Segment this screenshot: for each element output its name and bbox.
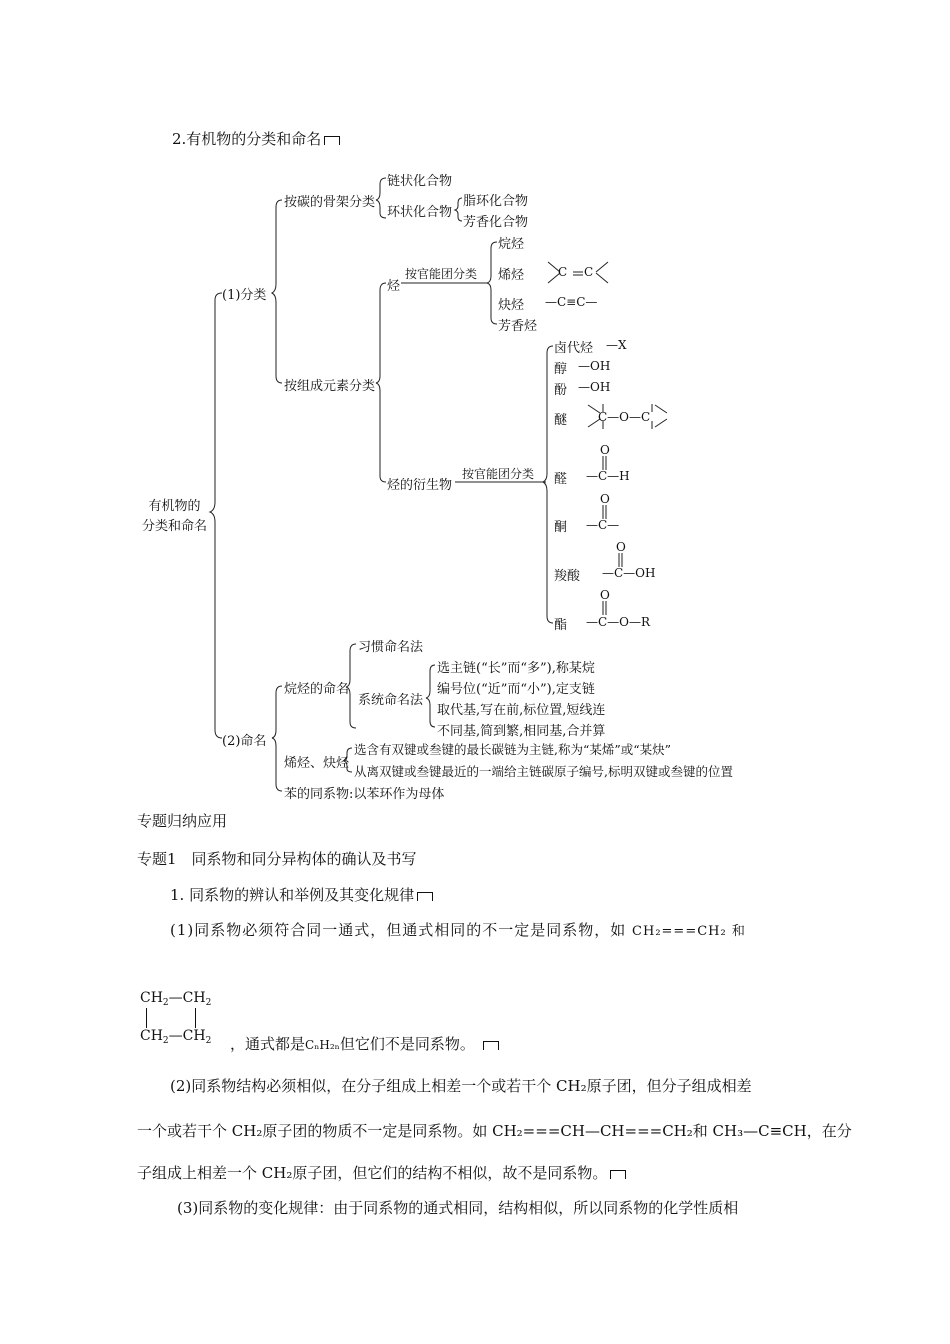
alcohol-label: 醇: [554, 362, 568, 377]
ester-label: 酯: [554, 618, 568, 633]
ketone-label: 酮: [554, 520, 568, 535]
paragraph-2-line-1: (2)同系物结构必须相似，在分子组成上相差一个或若干个 CH₂原子团，但分子组成相差: [170, 1077, 752, 1095]
alkyne-structure: —C≡C—: [545, 295, 598, 309]
rule-4: 不同基,简到繁,相同基,合并算: [437, 724, 606, 739]
group-label-1: 按官能团分类: [405, 267, 478, 281]
ester-structure: —C—O—R: [586, 615, 651, 629]
ene-rule-2: 从离双键或叁键最近的一端给主链碳原子编号,标明双键或叁键的位置: [354, 764, 733, 779]
arene-label: 芳香烃: [498, 319, 538, 334]
group-label-2: 按官能团分类: [462, 467, 535, 481]
naming-label: (2)命名: [222, 734, 267, 749]
acid-label: 羧酸: [554, 569, 581, 584]
classify-label: (1)分类: [222, 288, 267, 303]
hydrocarbon-label: 烃: [387, 279, 401, 294]
halo-label: 卤代烃: [554, 341, 594, 356]
alicyclic-label: 脂环化合物: [463, 194, 529, 209]
skeleton-label: 按碳的骨架分类: [284, 195, 376, 210]
chain-label: 链状化合物: [387, 174, 453, 189]
cyclobutane-structure: $CH_2—CH_2$ $CH_2—CH_2$: [140, 990, 212, 1046]
element-label: 按组成元素分类: [284, 379, 376, 394]
paragraph-3: (3)同系物的变化规律：由于同系物的通式相同，结构相似，所以同系物的化学性质相: [177, 1199, 739, 1217]
return-mark-icon: [610, 1170, 626, 1179]
alkene-c2: C: [584, 265, 594, 279]
alkene-c1: C: [558, 265, 568, 279]
phenol-group: —OH: [578, 380, 611, 394]
common-naming-label: 习惯命名法: [358, 640, 424, 655]
subtopic-title: 1. 同系物的辨认和举例及其变化规律: [170, 884, 433, 905]
ether-label: 醚: [554, 413, 568, 428]
paragraph-2-line-3: 子组成上相差一个 CH₂原子团，但它们的结构不相似，故不是同系物。: [137, 1162, 626, 1183]
alkene-label: 烯烃: [498, 268, 525, 283]
topic-title: 专题1 同系物和同分异构体的确认及书写: [137, 850, 417, 868]
aldehyde-structure: —C—H: [586, 469, 630, 483]
return-mark-icon: [483, 1041, 499, 1050]
alkyne-label: 炔烃: [498, 298, 525, 313]
ketone-structure: —C—: [586, 518, 620, 532]
aldehyde-o: O: [600, 443, 610, 457]
section-title: 专题归纳应用: [137, 812, 228, 830]
ene-yne-label: 烯烃、炔烃: [284, 756, 350, 771]
rule-1: 选主链(“长”而“多”),称某烷: [437, 661, 595, 676]
ketone-o: O: [600, 492, 610, 506]
paragraph-1: (1)同系物必须符合同一通式，但通式相同的不一定是同系物，如 CH₂===CH₂ 和: [170, 921, 746, 939]
system-naming-label: 系统命名法: [358, 693, 424, 708]
derivative-label: 烃的衍生物: [387, 478, 453, 493]
rule-3: 取代基,写在前,标位置,短线连: [437, 703, 606, 718]
acid-o: O: [616, 540, 626, 554]
ether-structure: C—O—C: [598, 410, 651, 424]
ester-o: O: [600, 588, 610, 602]
ring-label: 环状化合物: [387, 205, 453, 220]
aromatic-compound-label: 芳香化合物: [463, 215, 529, 230]
tree-root: 有机物的 分类和命名: [142, 499, 208, 534]
alkane-naming-label: 烷烃的命名: [284, 682, 350, 697]
benzene-homolog-label: 苯的同系物:以苯环作为母体: [284, 787, 445, 802]
rule-2: 编号位(“近”而“小”),定支链: [437, 682, 595, 697]
phenol-label: 酚: [554, 383, 568, 398]
paragraph-1b: ，通式都是CₙH₂ₙ但它们不是同系物。: [230, 1033, 499, 1054]
alcohol-group: —OH: [578, 359, 611, 373]
acid-structure: —C—OH: [602, 566, 656, 580]
section-heading: 2.有机物的分类和命名: [172, 128, 340, 149]
aldehyde-label: 醛: [554, 472, 568, 487]
return-mark-icon: [417, 892, 433, 901]
alkane-label: 烷烃: [498, 237, 525, 252]
paragraph-2-line-2: 一个或若干个 CH₂原子团的物质不一定是同系物。如 CH₂===CH—CH===CH₂和 CH₃—C≡CH，在分: [137, 1122, 852, 1140]
ene-rule-1: 选含有双键或叁键的最长碳链为主链,称为“某烯”或“某炔”: [354, 742, 672, 757]
halo-group: —X: [606, 338, 627, 352]
